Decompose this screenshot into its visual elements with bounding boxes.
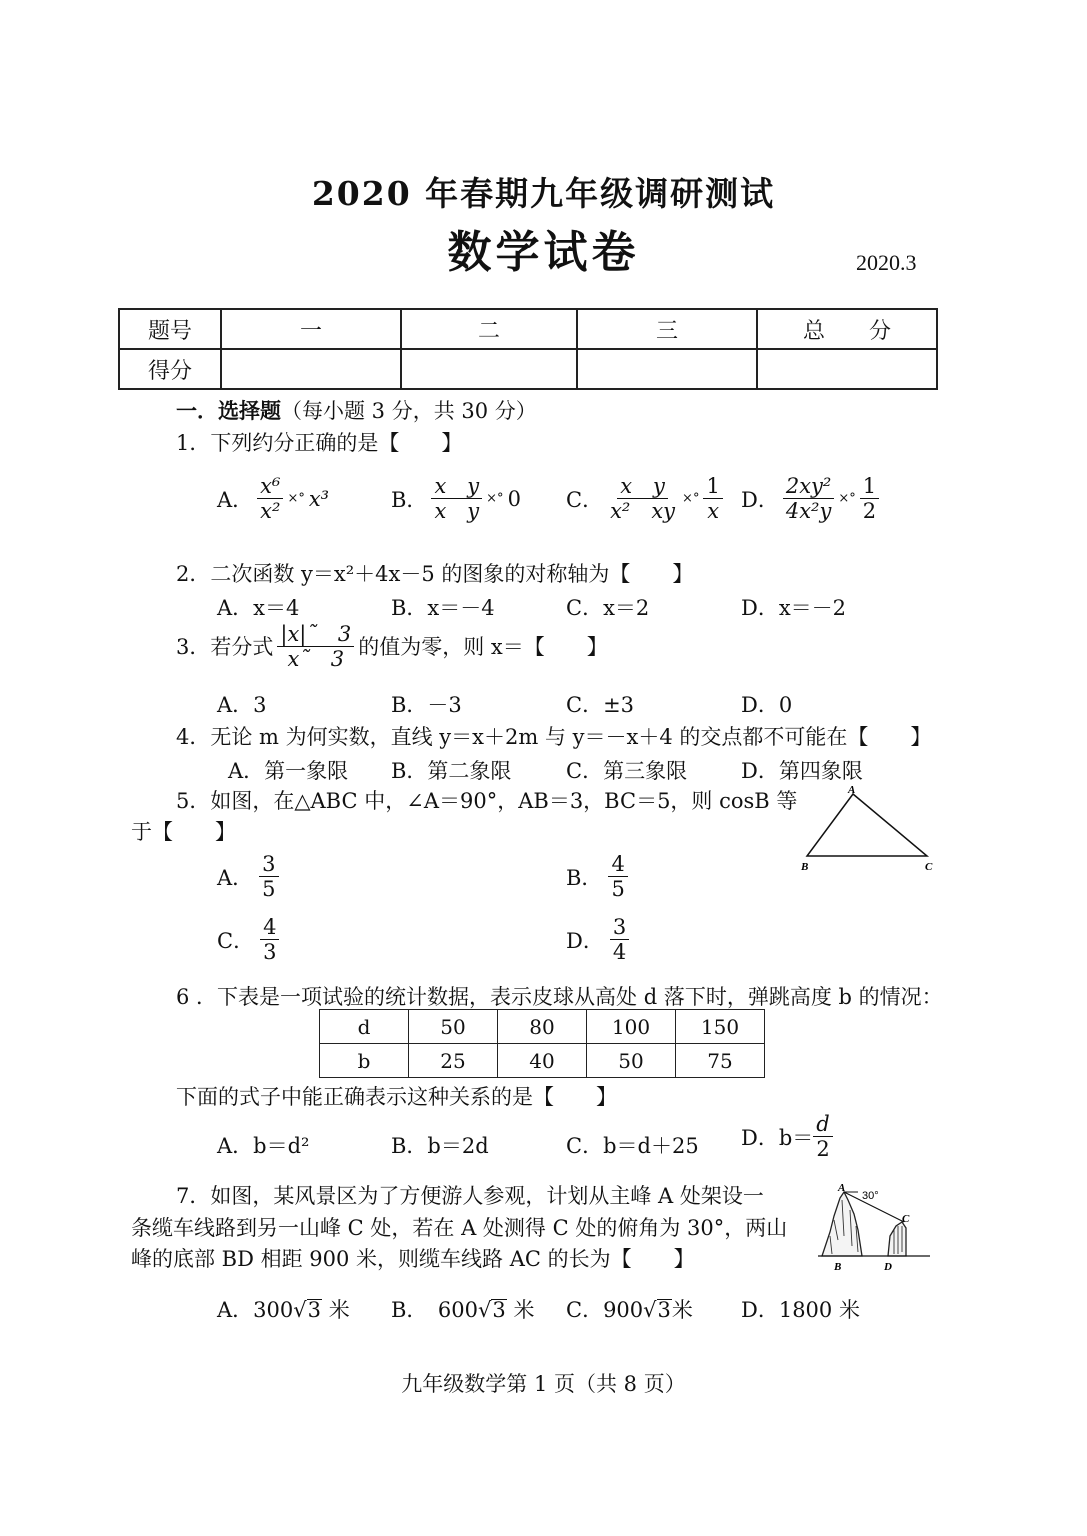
numerator: 4 bbox=[608, 852, 627, 877]
q6-stem: 6 ．下表是一项试验的统计数据，表示皮球从高处 d 落下时，弹跳高度 b 的情况： bbox=[176, 985, 943, 1009]
fraction bbox=[431, 474, 482, 523]
q1-option-d bbox=[741, 474, 879, 523]
q2-option-b: B．x＝－4 bbox=[391, 596, 495, 620]
denominator: 5 bbox=[611, 877, 625, 902]
triangle-abc bbox=[807, 794, 927, 856]
q7-stem-line3: 峰的底部 BD 相距 900 米，则缆车线路 AC 的长为【 】 bbox=[131, 1247, 695, 1271]
denominator: x y bbox=[434, 499, 480, 524]
table-cell: 150 bbox=[676, 1010, 765, 1044]
table-cell: 25 bbox=[409, 1044, 498, 1078]
option-label: B． bbox=[566, 865, 603, 890]
glyph: ×° bbox=[287, 491, 305, 507]
point-c-label: C bbox=[902, 1213, 910, 1225]
q6-option-c: C．b＝d＋25 bbox=[566, 1134, 699, 1158]
option-text: D．b＝ bbox=[741, 1125, 814, 1150]
q3-option-d: D．0 bbox=[741, 693, 793, 717]
fraction bbox=[783, 474, 835, 523]
denominator: 2 bbox=[862, 499, 877, 524]
exam-title: 数学试卷 bbox=[447, 227, 640, 278]
rhs: x³ bbox=[308, 486, 330, 511]
q7-option-c: C．900√3米 bbox=[566, 1298, 693, 1322]
q4-option-b: B．第二象限 bbox=[391, 759, 512, 783]
exam-date: 2020.3 bbox=[856, 250, 917, 275]
q4-stem: 4．无论 m 为何实数，直线 y＝x＋2m 与 y＝－x＋4 的交点都不可能在【 】 bbox=[176, 725, 932, 749]
vertex-b-label: B bbox=[801, 861, 809, 873]
q2-option-d: D．x＝－2 bbox=[741, 596, 847, 620]
fraction bbox=[277, 622, 354, 671]
q7-stem-line1: 7．如图，某风景区为了方便游人参观，计划从主峰 A 处架设一 bbox=[176, 1184, 764, 1208]
fraction bbox=[259, 852, 278, 901]
option-label: B． bbox=[391, 487, 428, 512]
glyph: ×° bbox=[682, 491, 700, 507]
point-b-label: B bbox=[834, 1261, 842, 1273]
option-label: C． bbox=[566, 487, 604, 512]
score-cell bbox=[757, 349, 937, 389]
glyph: ×° bbox=[486, 491, 504, 507]
q4-option-a: A．第一象限 bbox=[228, 759, 349, 783]
radicand: 3 bbox=[492, 1298, 506, 1322]
radicand: 3 bbox=[657, 1298, 671, 1322]
q5-stem-line1: 5．如图，在△ABC 中，∠A＝90°，AB＝3，BC＝5，则 cosB 等 bbox=[176, 789, 798, 813]
denominator: x² bbox=[260, 499, 281, 524]
fraction bbox=[813, 1112, 832, 1161]
q4-option-d: D．第四象限 bbox=[741, 759, 863, 783]
q5-option-d bbox=[566, 915, 629, 964]
q5-option-c bbox=[217, 915, 279, 964]
second-peak bbox=[888, 1222, 906, 1256]
stem-text: 的值为零，则 x＝【 】 bbox=[358, 634, 608, 659]
point-a-label: A bbox=[838, 1182, 846, 1194]
q2-option-c: C．x＝2 bbox=[566, 596, 650, 620]
option-unit: 米 bbox=[322, 1298, 350, 1322]
stem-text: 3．若分式 bbox=[176, 634, 274, 659]
numerator: 1 bbox=[703, 474, 722, 499]
denominator: 3 bbox=[263, 940, 277, 965]
q1-option-b bbox=[391, 474, 521, 523]
mountain-figure bbox=[812, 1180, 934, 1274]
denominator: 5 bbox=[262, 877, 276, 902]
denominator: x² xy bbox=[610, 499, 676, 524]
q7-stem-line2: 条缆车线路到另一山峰 C 处，若在 A 处测得 C 处的俯角为 30°，两山 bbox=[131, 1216, 788, 1240]
glyph: ×° bbox=[838, 491, 856, 507]
denominator: x bbox=[707, 499, 720, 524]
numerator: x y bbox=[617, 474, 668, 499]
option-text: B． 600 bbox=[391, 1298, 479, 1322]
option-label: A． bbox=[217, 865, 254, 890]
fraction bbox=[257, 474, 283, 523]
option-unit: 米 bbox=[671, 1298, 693, 1322]
score-table-col-2: 二 bbox=[401, 309, 577, 349]
point-d-label: D bbox=[884, 1261, 892, 1273]
q4-option-c: C．第三象限 bbox=[566, 759, 688, 783]
q3-option-c: C．±3 bbox=[566, 693, 635, 717]
q6-option-d bbox=[741, 1112, 833, 1161]
angle-label: 30° bbox=[862, 1190, 879, 1202]
table-cell: 75 bbox=[676, 1044, 765, 1078]
numerator: d bbox=[813, 1112, 832, 1137]
numerator: 4 bbox=[260, 915, 279, 940]
score-cell bbox=[577, 349, 757, 389]
q3-option-a: A．3 bbox=[217, 693, 267, 717]
numerator: 3 bbox=[610, 915, 629, 940]
option-text: C．900 bbox=[566, 1298, 644, 1322]
fraction bbox=[610, 915, 629, 964]
q2-stem: 2．二次函数 y＝x²＋4x－5 的图象的对称轴为【 】 bbox=[176, 562, 694, 586]
denominator: 2 bbox=[816, 1137, 830, 1162]
q6-option-a: A．b＝d² bbox=[217, 1134, 310, 1158]
numerator: x⁶ bbox=[257, 474, 283, 499]
table-cell: b bbox=[320, 1044, 409, 1078]
option-text: A．300 bbox=[217, 1298, 294, 1322]
numerator: x y bbox=[431, 474, 482, 499]
option-unit: 米 bbox=[506, 1298, 535, 1322]
table-cell: d bbox=[320, 1010, 409, 1044]
score-cell bbox=[401, 349, 577, 389]
q3-stem bbox=[176, 622, 608, 671]
table-cell: 40 bbox=[498, 1044, 587, 1078]
table-cell: 50 bbox=[587, 1044, 676, 1078]
section-note: （每小题 3 分，共 30 分） bbox=[281, 399, 537, 423]
triangle-figure bbox=[795, 782, 945, 874]
section-title: 一．选择题 bbox=[176, 398, 281, 423]
score-table-col-3: 三 bbox=[577, 309, 757, 349]
fraction bbox=[260, 915, 279, 964]
fraction bbox=[608, 852, 627, 901]
numerator: 2xy² bbox=[783, 474, 835, 499]
option-label: C． bbox=[217, 928, 255, 953]
radicand: 3 bbox=[307, 1298, 322, 1322]
numerator: 3 bbox=[259, 852, 278, 877]
section-heading bbox=[176, 397, 537, 425]
exam-subtitle: 2020 年春期九年级调研测试 bbox=[311, 174, 776, 213]
denominator: 4 bbox=[612, 940, 627, 965]
score-table-col-total: 总 分 bbox=[757, 309, 937, 349]
q7-option-a: A．300√3 米 bbox=[217, 1298, 350, 1322]
q5-stem-line2: 于【 】 bbox=[131, 820, 236, 844]
q1-stem: 1．下列约分正确的是【 】 bbox=[176, 431, 463, 455]
fraction bbox=[703, 474, 722, 523]
q1-option-c bbox=[566, 474, 723, 523]
fraction bbox=[607, 474, 678, 523]
denominator: x˜ 3 bbox=[287, 647, 345, 672]
q5-option-b bbox=[566, 852, 628, 901]
table-cell: 80 bbox=[498, 1010, 587, 1044]
score-table-label-score: 得分 bbox=[119, 349, 221, 389]
score-table bbox=[118, 308, 938, 390]
numerator: 1 bbox=[860, 474, 879, 499]
q7-option-b: B． 600√3 米 bbox=[391, 1298, 535, 1322]
q3-option-b: B．－3 bbox=[391, 693, 462, 717]
table-cell: 100 bbox=[587, 1010, 676, 1044]
option-label: A． bbox=[217, 487, 254, 512]
option-label: D． bbox=[566, 928, 604, 953]
score-table-label-number: 题号 bbox=[119, 309, 221, 349]
vertex-a-label: A bbox=[848, 784, 856, 796]
score-table-col-1: 一 bbox=[221, 309, 401, 349]
q6-data-table bbox=[319, 1009, 765, 1078]
q2-option-a: A．x＝4 bbox=[217, 596, 300, 620]
score-cell bbox=[221, 349, 401, 389]
q7-option-d: D．1800 米 bbox=[741, 1298, 860, 1322]
fraction bbox=[860, 474, 879, 523]
q1-option-a bbox=[217, 474, 329, 523]
q5-option-a bbox=[217, 852, 279, 901]
rhs: 0 bbox=[507, 486, 521, 511]
q6-option-b: B．b＝2d bbox=[391, 1134, 489, 1158]
option-label: D． bbox=[741, 487, 779, 512]
denominator: 4x²y bbox=[785, 499, 832, 524]
page-footer: 九年级数学第 1 页（共 8 页） bbox=[401, 1372, 686, 1396]
q6-stem-2: 下面的式子中能正确表示这种关系的是【 】 bbox=[176, 1085, 617, 1109]
numerator: |x|˜ 3 bbox=[277, 622, 354, 647]
vertex-c-label: C bbox=[925, 861, 933, 873]
table-cell: 50 bbox=[409, 1010, 498, 1044]
